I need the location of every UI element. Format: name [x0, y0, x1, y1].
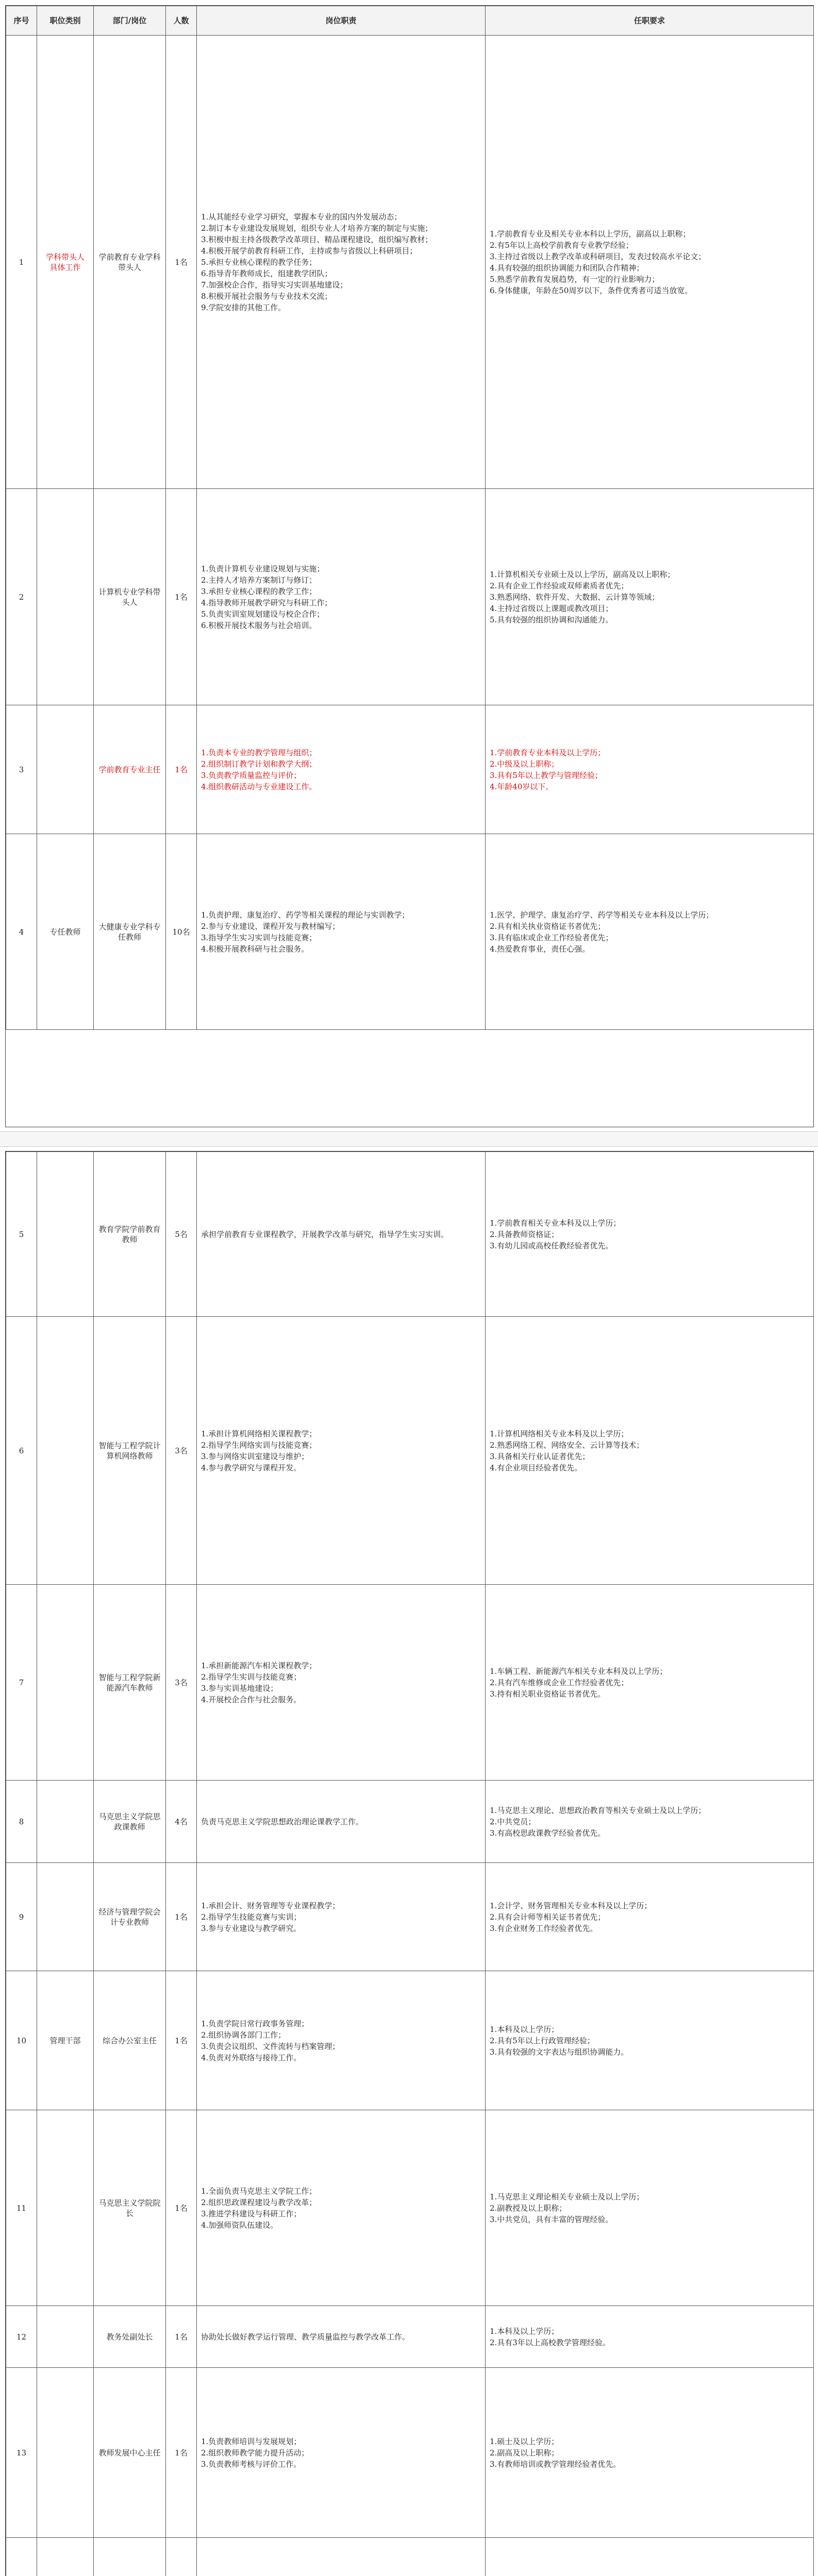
cell-duty [197, 489, 486, 705]
cell-duty [197, 36, 486, 489]
cell-dept: 综合办公室主任 [94, 1971, 166, 2110]
req-line: 4.主持过省级以上课题或教改项目； [490, 603, 613, 613]
table-row [6, 1585, 814, 1781]
cell-req [486, 36, 814, 489]
cell-req-red [486, 705, 814, 834]
duty-line: 2.指导学生网络实训与技能竞赛； [201, 1440, 317, 1450]
duty-line: 1.负责护理、康复治疗、药学等相关课程的理论与实训教学； [201, 910, 410, 920]
cell-seq: 4 [6, 834, 37, 1030]
cell-type: 管理干部 [37, 1971, 94, 2110]
cell-duty [197, 1317, 486, 1585]
req-line: 2.具有会计师等相关证书者优先； [490, 1912, 606, 1922]
cell-duty [197, 834, 486, 1030]
cell-type-red [37, 36, 94, 489]
duty-line: 2.指导学生技能竞赛与实训； [201, 1912, 302, 1922]
req-line: 4.热爱教育事业，责任心强。 [490, 944, 590, 954]
duty-line: 2.组织教师教学能力提升活动； [201, 2448, 309, 2458]
cell-req [486, 2306, 814, 2368]
cell-duty [197, 2110, 486, 2306]
cell-req [486, 1863, 814, 1971]
req-line: 1.学前教育专业本科及以上学历； [490, 748, 606, 757]
duty-line: 负责马克思主义学院思想政治理论课教学工作。 [201, 1817, 364, 1826]
duty-line: 4.负责对外联络与接待工作。 [201, 2053, 302, 2062]
req-line: 3.有幼儿园或高校任教经验者优先。 [490, 1241, 613, 1250]
cell-dept: 智能与工程学院新能源汽车教师 [94, 1585, 166, 1781]
cell-seq [6, 2538, 37, 2576]
duty-line: 2.制订本专业建设发展规划，组织专业人才培养方案的制定与实施； [201, 223, 433, 233]
cell-dept: 计算机专业学科带头人 [94, 489, 166, 705]
cell-dept: 教师发展中心主任 [94, 2368, 166, 2538]
duty-line: 1.负责本专业的教学管理与组织； [201, 748, 317, 757]
table-2 [6, 1151, 814, 2576]
cell-dept: 马克思主义学院思政课教师 [94, 1781, 166, 1863]
duty-line: 6.积极开展技术服务与社会培训。 [201, 620, 317, 630]
req-line: 2.中级及以上职称； [490, 759, 559, 769]
cell-req [486, 1781, 814, 1863]
cell-dept: 经济与管理学院会计专业教师 [94, 1863, 166, 1971]
cell-seq: 13 [6, 2368, 37, 2538]
req-line: 3.有高校思政课教学经验者优先。 [490, 1828, 606, 1838]
req-line: 2.副教授及以上职称； [490, 2203, 567, 2213]
cell-duty [197, 2306, 486, 2368]
duty-line: 3.指导学生实习实训与技能竞赛； [201, 933, 317, 942]
table-row [6, 705, 814, 834]
table-sheet-1 [5, 5, 814, 1127]
req-line: 3.具有5年以上教学与管理经验； [490, 770, 603, 780]
req-line: 5.熟悉学前教育发展趋势，有一定的行业影响力； [490, 274, 660, 284]
cell-num: 1名 [166, 1971, 197, 2110]
duty-line: 1.负责学院日常行政事务管理； [201, 2019, 309, 2028]
req-line: 3.有教师培训或教学管理经验者优先。 [490, 2459, 621, 2469]
cell-duty [197, 1585, 486, 1781]
cell-num-red: 1名 [166, 705, 197, 834]
cell-num: 1名 [166, 2368, 197, 2538]
cell-type [37, 489, 94, 705]
req-line: 2.有5年以上高校学前教育专业教学经验； [490, 240, 633, 250]
cell-duty [197, 2538, 486, 2576]
req-line: 3.具有较强的文字表达与组织协调能力。 [490, 2047, 629, 2057]
req-line: 4.有企业项目经验者优先。 [490, 1463, 582, 1472]
cell-dept: 马克思主义学院院长 [94, 2110, 166, 2306]
cell-seq: 7 [6, 1585, 37, 1781]
duty-line: 1.负责计算机专业建设规划与实施； [201, 564, 325, 573]
header-duty: 岗位职责 [197, 6, 486, 36]
table-row [6, 2306, 814, 2368]
duty-line: 协助处长做好教学运行管理、教学质量监控与教学改革工作。 [201, 2332, 410, 2342]
duty-line: 1.承担会计、财务管理等专业课程教学； [201, 1901, 340, 1910]
cell-seq: 8 [6, 1781, 37, 1863]
page-break [0, 1131, 818, 1147]
req-line: 1.马克思主义理论、思想政治教育等相关专业硕士及以上学历； [490, 1805, 706, 1815]
cell-seq: 1 [6, 36, 37, 489]
req-line: 2.具有企业工作经验或双师素质者优先； [490, 581, 629, 590]
cell-seq: 3 [6, 705, 37, 834]
duty-line: 1.全面负责马克思主义学院工作； [201, 2186, 317, 2196]
duty-line: 3.参与网络实训室建设与维护； [201, 1451, 309, 1461]
req-line: 3.具备相关行业认证者优先； [490, 1451, 590, 1461]
header-req: 任职要求 [486, 6, 814, 36]
duty-line: 3.负责教学质量监控与评价； [201, 770, 302, 780]
duty-line: 2.主持人才培养方案制订与修订； [201, 575, 317, 585]
cell-num: 1名 [166, 489, 197, 705]
cell-num: 3名 [166, 1585, 197, 1781]
duty-line: 8.积极开展社会服务与专业技术交流； [201, 291, 332, 301]
duty-line: 4.指导教师开展教学研究与科研工作； [201, 598, 332, 607]
req-line: 2.中共党员； [490, 1817, 536, 1826]
req-line: 2.具有3年以上高校教学管理经验。 [490, 2337, 610, 2347]
cell-type [37, 2538, 94, 2576]
duty-line: 9.学院安排的其他工作。 [201, 302, 286, 312]
cell-dept: 学前教育专业学科带头人 [94, 36, 166, 489]
req-line: 3.主持过省级以上教学改革或科研项目，发表过较高水平论文； [490, 251, 706, 261]
cell-num: 10名 [166, 834, 197, 1030]
cell-req [486, 2110, 814, 2306]
cell-num: 4名 [166, 1781, 197, 1863]
duty-line: 4.加强师资队伍建设。 [201, 2220, 278, 2230]
cell-type [37, 1863, 94, 1971]
cell-type [37, 2368, 94, 2538]
cell-seq: 9 [6, 1863, 37, 1971]
req-line: 4.具有较强的组织协调能力和团队合作精神； [490, 263, 644, 273]
table-row [6, 834, 814, 1030]
cell-num [166, 2538, 197, 2576]
duty-line: 1.负责教师培训与发展规划； [201, 2436, 302, 2446]
duty-line: 2.组织思政课程建设与教学改革； [201, 2197, 317, 2207]
cell-duty [197, 1971, 486, 2110]
req-line: 1.车辆工程、新能源汽车相关专业本科及以上学历； [490, 1666, 667, 1676]
duty-line: 7.加强校企合作，指导实习实训基地建设； [201, 280, 348, 290]
cell-req [486, 1317, 814, 1585]
req-line: 1.硕士及以上学历； [490, 2436, 559, 2446]
table-row [6, 1781, 814, 1863]
req-line: 2.熟悉网络工程、网络安全、云计算等技术； [490, 1440, 644, 1450]
cell-req [486, 1152, 814, 1317]
cell-duty-red [197, 705, 486, 834]
duty-line: 4.开展校企合作与社会服务。 [201, 1694, 302, 1704]
req-line: 3.中共党员，具有丰富的管理经验。 [490, 2214, 613, 2224]
cell-seq: 10 [6, 1971, 37, 2110]
table-row [6, 1317, 814, 1585]
req-line: 6.身体健康，年龄在50周岁以下，条件优秀者可适当放宽。 [490, 285, 693, 295]
duty-line: 3.负责会议组织、文件流转与档案管理； [201, 2041, 340, 2051]
req-line: 5.具有较强的组织协调和沟通能力。 [490, 615, 613, 624]
table-row [6, 489, 814, 705]
header-num: 人数 [166, 6, 197, 36]
cell-dept [94, 2538, 166, 2576]
cell-duty [197, 1152, 486, 1317]
header-type: 职位类别 [37, 6, 94, 36]
req-line: 3.持有相关职业资格证书者优先。 [490, 1689, 606, 1699]
duty-line: 4.组织教研活动与专业建设工作。 [201, 782, 317, 791]
cell-num: 1名 [166, 2306, 197, 2368]
cell-num: 5名 [166, 1152, 197, 1317]
req-line: 1.学前教育专业及相关专业本科以上学历，副高以上职称； [490, 229, 691, 239]
cell-dept-red: 学前教育专业主任 [94, 705, 166, 834]
cell-req [486, 489, 814, 705]
cell-num: 1名 [166, 2110, 197, 2306]
table-row [6, 2368, 814, 2538]
duty-line: 5.负责实训室规划建设与校企合作； [201, 609, 325, 619]
req-line: 1.本科及以上学历； [490, 2024, 559, 2034]
req-line: 2.具备教师资格证； [490, 1229, 559, 1239]
cell-req [486, 2368, 814, 2538]
cell-dept: 大健康专业学科专任教师 [94, 834, 166, 1030]
table-sheet-2 [5, 1151, 814, 2576]
req-line: 1.本科及以上学历； [490, 2326, 559, 2336]
duty-line: 4.积极开展教科研与社会服务。 [201, 944, 309, 954]
req-line: 1.计算机相关专业硕士及以上学历，副高及以上职称； [490, 569, 675, 579]
header-seq: 序号 [6, 6, 37, 36]
cell-num: 1名 [166, 1863, 197, 1971]
cell-num: 3名 [166, 1317, 197, 1585]
req-line: 1.马克思主义理论相关专业硕士及以上学历； [490, 2192, 644, 2201]
table-row [6, 1863, 814, 1971]
duty-line: 3.积极申报主持各级教学改革项目、精品课程建设，组织编写教材； [201, 234, 433, 244]
table-1 [6, 6, 814, 1030]
duty-line: 3.承担专业核心课程的教学工作； [201, 586, 317, 596]
cell-duty [197, 1863, 486, 1971]
cell-seq: 6 [6, 1317, 37, 1585]
cell-duty [197, 1781, 486, 1863]
duty-line: 2.参与专业建设、课程开发与教材编写； [201, 921, 340, 931]
req-line: 2.副高及以上职称； [490, 2448, 559, 2458]
req-line: 4.年龄40岁以下。 [490, 782, 554, 791]
duty-line: 4.参与教学研究与课程开发。 [201, 1463, 302, 1472]
duty-line: 承担学前教育专业课程教学，开展教学改革与研究，指导学生实习实训。 [201, 1229, 449, 1239]
req-line: 2.具有相关执业资格证书者优先； [490, 921, 606, 931]
cell-dept: 教育学院学前教育教师 [94, 1152, 166, 1317]
cell-type [37, 705, 94, 834]
duty-line: 3.参与实训基地建设； [201, 1683, 278, 1693]
req-line: 1.会计学、财务管理相关专业本科及以上学历； [490, 1901, 652, 1910]
cell-req [486, 834, 814, 1030]
cell-req [486, 2538, 814, 2576]
cell-duty [197, 2368, 486, 2538]
duty-line: 4.积极开展学前教育科研工作，主持或参与省级以上科研项目； [201, 246, 418, 256]
table-row [6, 2538, 814, 2576]
cell-type: 专任教师 [37, 834, 94, 1030]
table-row [6, 2110, 814, 2306]
cell-seq: 2 [6, 489, 37, 705]
cell-num: 1名 [166, 36, 197, 489]
cell-type [37, 1152, 94, 1317]
req-line: 3.熟悉网络、软件开发、大数据、云计算等领域； [490, 592, 660, 602]
cell-type [37, 1781, 94, 1863]
req-line: 3.具有临床或企业工作经验者优先； [490, 933, 613, 942]
duty-line: 3.负责教师考核与评价工作。 [201, 2459, 302, 2469]
table-header-row [6, 6, 814, 36]
duty-line: 3.推进学科建设与科研工作； [201, 2209, 302, 2218]
duty-line: 1.承担新能源汽车相关课程教学； [201, 1660, 317, 1670]
req-line: 1.计算机网络相关专业本科及以上学历； [490, 1429, 629, 1438]
header-dept: 部门/岗位 [94, 6, 166, 36]
req-line: 1.学前教育相关专业本科及以上学历； [490, 1218, 621, 1228]
duty-line: 1.承担计算机网络相关课程教学； [201, 1429, 317, 1438]
duty-line: 3.参与专业建设与教学研究。 [201, 1923, 302, 1933]
duty-line: 2.组织协调各部门工作； [201, 2030, 286, 2040]
table-row [6, 36, 814, 489]
cell-dept: 教务处副处长 [94, 2306, 166, 2368]
cell-type [37, 1317, 94, 1585]
duty-line: 1.从其能经专业学习研究，掌握本专业的国内外发展动态； [201, 212, 402, 222]
cell-req [486, 1585, 814, 1781]
req-line: 2.具有汽车维修或企业工作经验者优先； [490, 1677, 629, 1687]
cell-type [37, 2110, 94, 2306]
cell-seq: 11 [6, 2110, 37, 2306]
cell-req [486, 1971, 814, 2110]
cell-type [37, 2306, 94, 2368]
type-red-text: 学科带头人 具体工作 [45, 252, 85, 272]
duty-line: 2.指导学生实训与技能竞赛； [201, 1672, 302, 1682]
cell-dept: 智能与工程学院计算机网络教师 [94, 1317, 166, 1585]
cell-type [37, 1585, 94, 1781]
req-line: 2.具有5年以上行政管理经验； [490, 2036, 595, 2045]
duty-line: 2.组织制订教学计划和教学大纲； [201, 759, 317, 769]
req-line: 1.医学、护理学、康复治疗学、药学等相关专业本科及以上学历； [490, 910, 714, 920]
table-row [6, 1971, 814, 2110]
duty-line: 5.承担专业核心课程的教学任务； [201, 257, 317, 267]
cell-seq: 5 [6, 1152, 37, 1317]
duty-line: 6.指导青年教师成长，组建教学团队； [201, 268, 332, 278]
req-line: 3.有企业财务工作经验者优先。 [490, 1923, 598, 1933]
cell-seq: 12 [6, 2306, 37, 2368]
table-row [6, 1152, 814, 1317]
